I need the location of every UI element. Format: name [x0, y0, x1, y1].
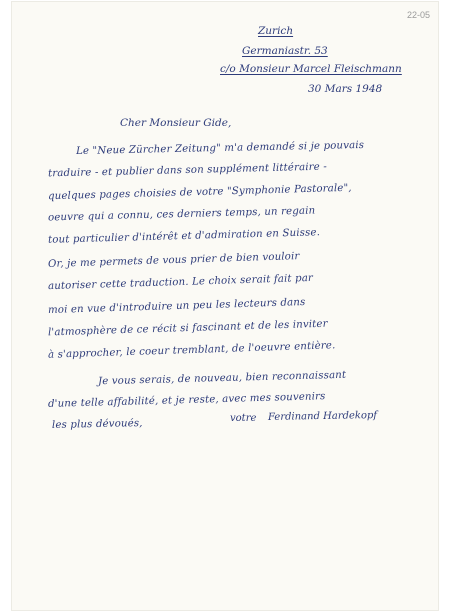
body-line: autoriser cette traduction. Le choix serait fait par [47, 272, 314, 293]
letter-date: 30 Mars 1948 [308, 83, 383, 95]
body-line: traduire - et publier dans son supplément littéraire - [47, 161, 327, 180]
body-line: l'atmosphère de ce récit si fascinant et de les inviter [47, 318, 328, 339]
body-line: Le "Neue Zürcher Zeitung" m'a demandé si je pouvais [75, 139, 365, 158]
body-line: Je vous serais, de nouveau, bien reconnaissant [97, 369, 347, 388]
body-line: les plus dévoués, [51, 418, 143, 431]
address-care-of: c/o Monsieur Marcel Fleischmann [220, 63, 402, 75]
address-city: Zurich [258, 25, 294, 37]
body-line: moi en vue d'introduire un peu les lecteurs dans [47, 296, 306, 317]
salutation: Cher Monsieur Gide, [120, 117, 232, 129]
body-line: d'une telle affabilité, et je reste, avec mes souvenirs [47, 391, 326, 410]
body-line: à s'approcher, le coeur tremblant, de l'oeuvre entière. [47, 340, 336, 361]
archive-number: 22-05 [406, 10, 430, 20]
body-line: quelques pages choisies de votre "Symphonie Pastorale", [47, 182, 352, 203]
letter-page [12, 2, 438, 610]
body-line: oeuvre qui a connu, ces derniers temps, un regain [47, 205, 316, 224]
body-line: tout particulier d'intérêt et d'admiration en Suisse. [47, 227, 321, 246]
signature: Ferdinand Hardekopf [267, 410, 378, 423]
address-street: Germaniastr. 53 [242, 45, 328, 57]
body-line: Or, je me permets de vous prier de bien vouloir [47, 251, 300, 270]
closing-word: votre [230, 413, 257, 424]
